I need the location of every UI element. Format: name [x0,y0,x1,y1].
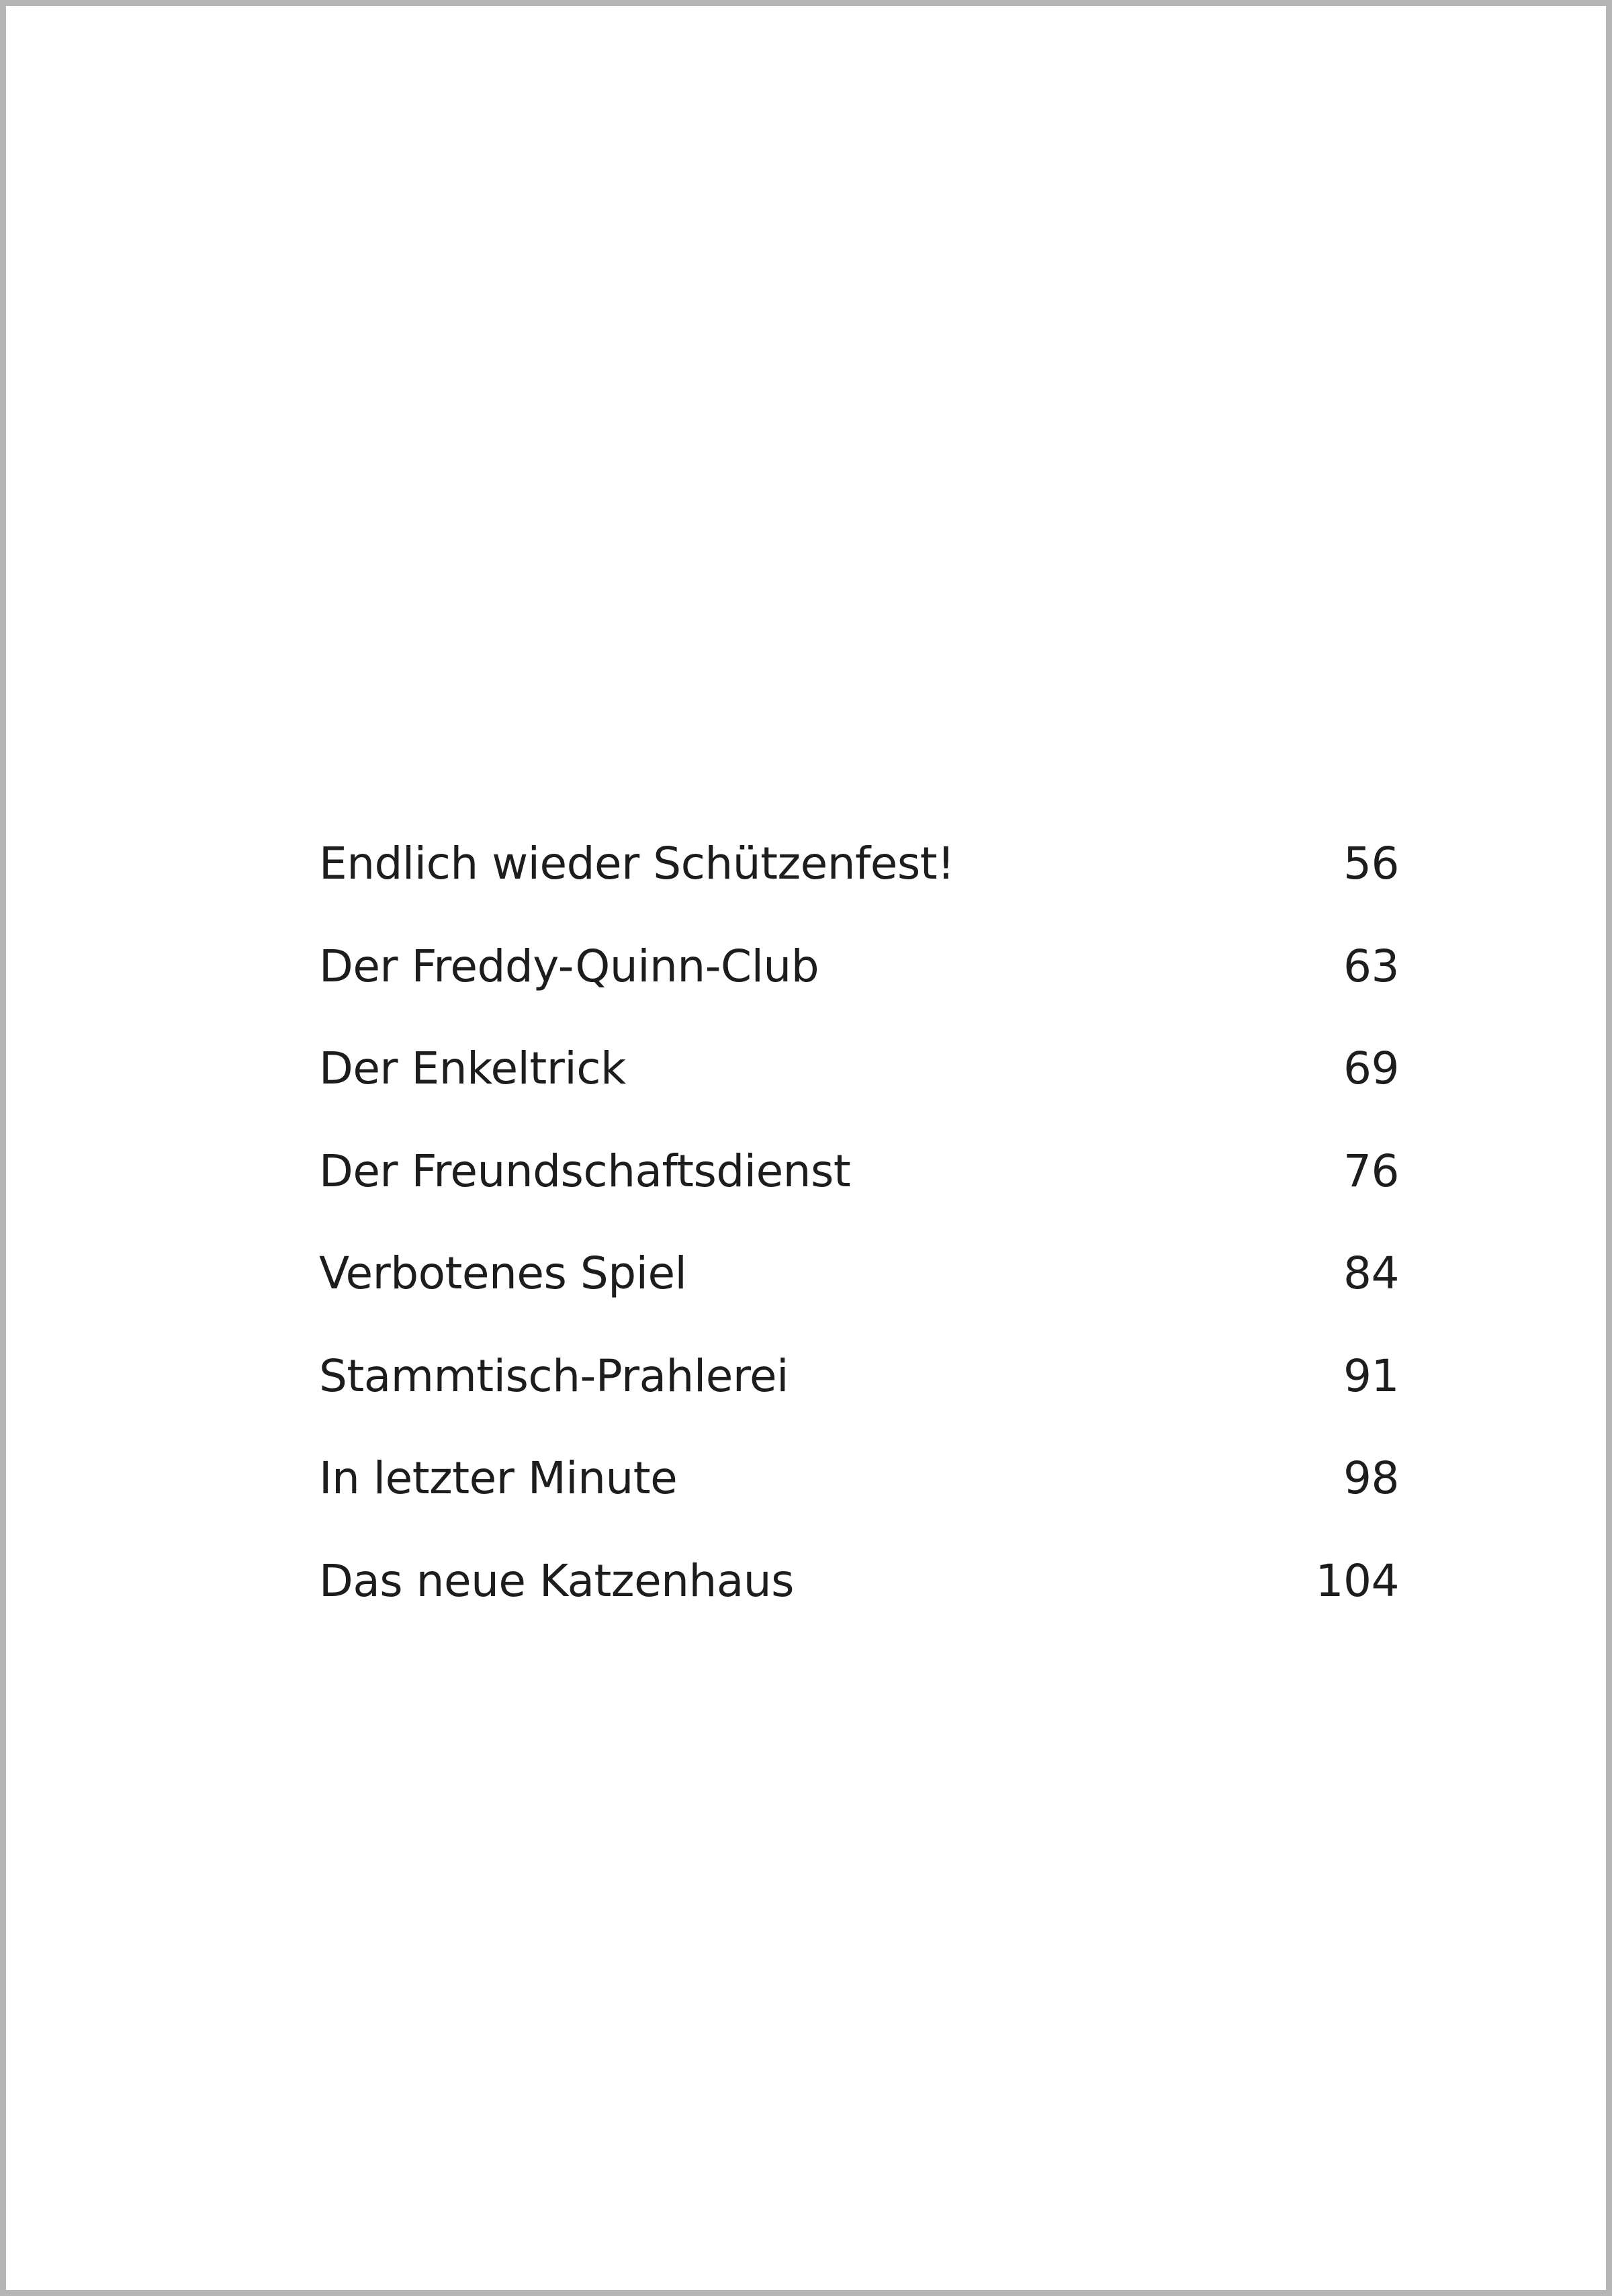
toc-entry-page-number: 69 [1343,1043,1399,1094]
toc-entry-title: Verbotenes Spiel [319,1247,687,1299]
toc-entry [319,1247,1399,1350]
toc-entry-title: Das neue Katzenhaus [319,1554,794,1607]
toc-entry-title: Der Freundschaftsdienst [319,1145,851,1197]
toc-entry [319,1350,1399,1453]
toc-entry-page-number: 91 [1343,1350,1399,1402]
toc-entry-page-number: 63 [1343,940,1399,992]
toc-entry [319,1452,1399,1555]
toc-entry-title: In letzter Minute [319,1452,678,1504]
toc-entry-page-number: 98 [1343,1452,1399,1504]
toc-entry-title: Der Enkeltrick [319,1043,626,1094]
toc-entry-page-number: 56 [1343,838,1399,889]
table-of-contents [319,838,1399,1657]
toc-entry-title: Endlich wieder Schützenfest! [319,838,955,889]
toc-entry [319,940,1399,1043]
toc-entry-page-number: 104 [1315,1554,1399,1607]
toc-entry [319,1043,1399,1145]
toc-entry-page-number: 76 [1343,1145,1399,1197]
toc-entry-title: Der Freddy-Quinn-Club [319,940,819,992]
toc-entry-title: Stammtisch-Prahlerei [319,1350,789,1402]
toc-entry-page-number: 84 [1343,1247,1399,1299]
toc-entry [319,1145,1399,1248]
toc-entry [319,1555,1399,1658]
toc-entry [319,838,1399,940]
